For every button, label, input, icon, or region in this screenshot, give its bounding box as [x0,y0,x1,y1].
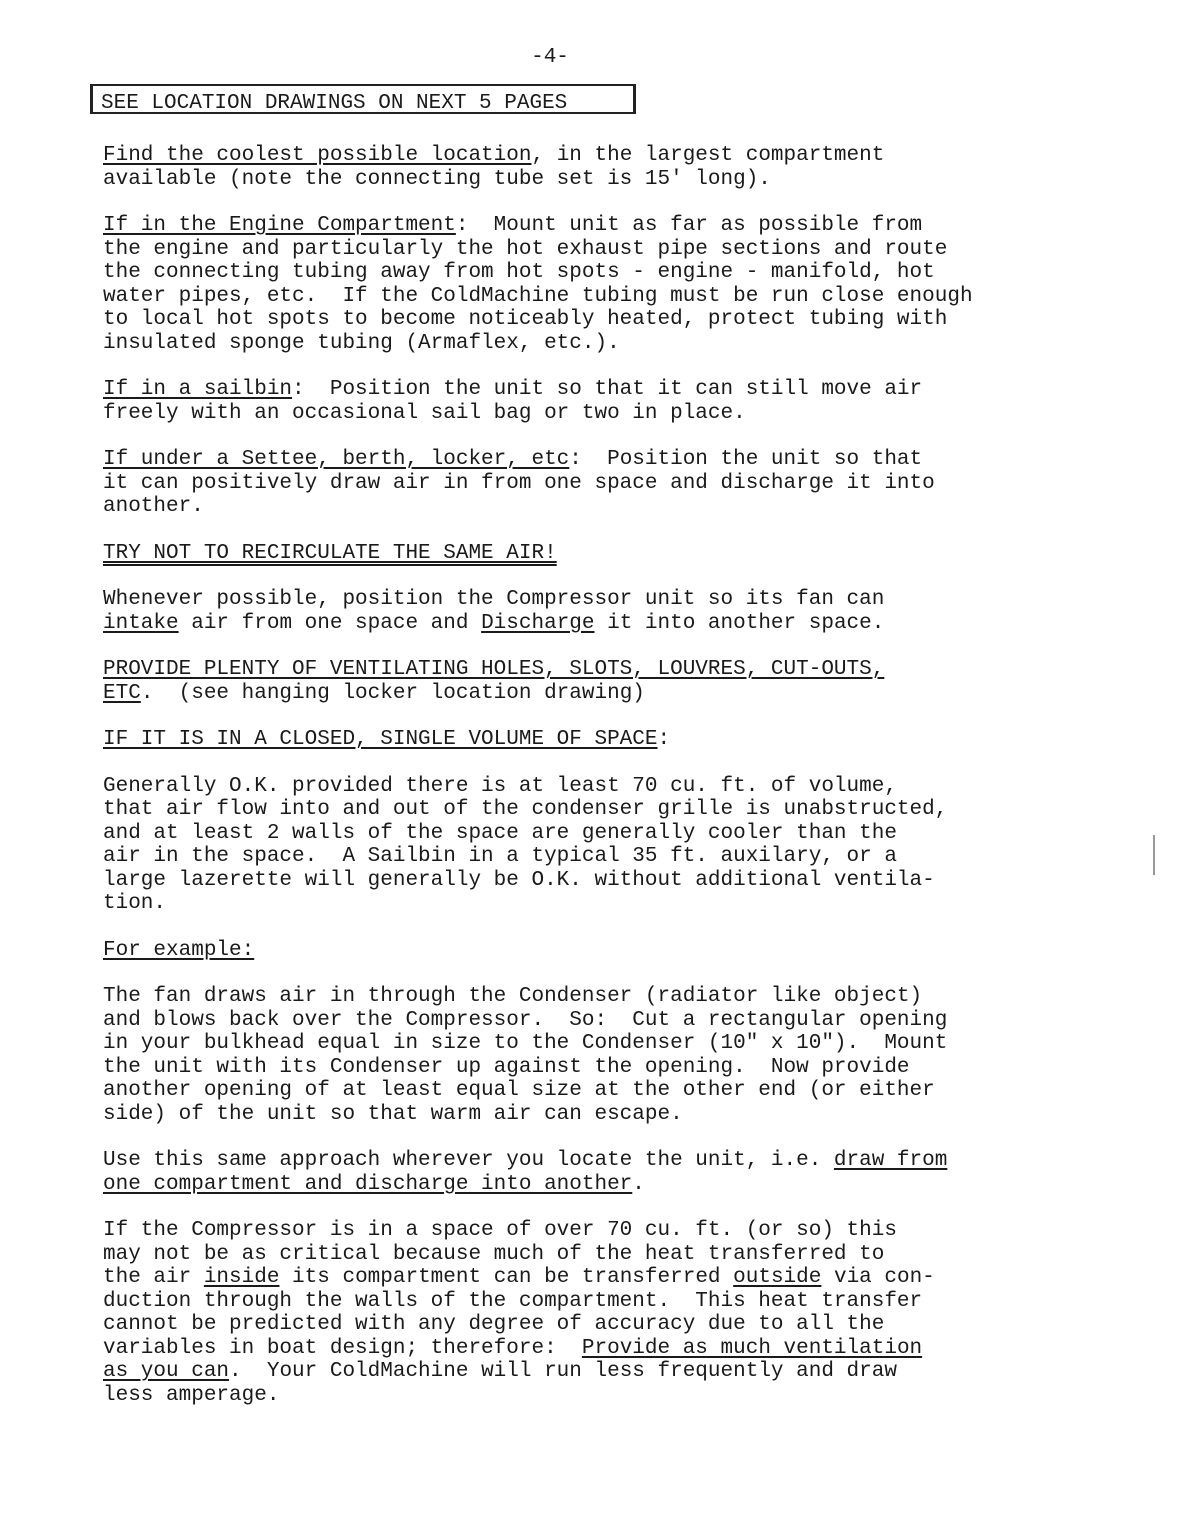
paragraph-engine-compartment: If in the Engine Compartment: Mount unit as far as possible from the engine and particularly the hot exhaust pipe sections and route the connecting tubing away from hot spots - engine - manifold, hot water pipes, etc. If the ColdMachine tubing must be run close enough to local hot spots to become noticeably heated, protect tubing with insulated sponge tubing (Armaflex, etc.). [103,214,973,355]
paragraph-for-example [103,939,1093,963]
page-number: -4- [531,46,569,69]
paragraph-closed-space: IF IT IS IN A CLOSED, SINGLE VOLUME OF SPACE: [103,728,671,751]
paragraph-settee: If under a Settee, berth, locker, etc: Position the unit so that it can positively draw air in from one space and discharge it into another. [103,448,935,518]
paragraph-location: Find the coolest possible location, in the largest compartment available (note the connecting tube set is 15' long). [103,144,885,191]
paragraph-sailbin: If in a sailbin: Position the unit so that it can still move air freely with an occasional sail bag or two in place. [103,378,923,425]
paragraph-ventilating-holes: PROVIDE PLENTY OF VENTILATING HOLES, SLOTS, LOUVRES, CUT-OUTS, ETC. (see hanging locker location drawing) [103,658,885,705]
underlined-heading: IF IT IS IN A CLOSED, SINGLE VOLUME OF SPACE [103,728,658,751]
underlined-heading: Find the coolest possible location [103,144,532,167]
underlined-heading: If in the Engine Compartment [103,214,456,237]
paragraph-generally-ok: Generally O.K. provided there is at least 70 cu. ft. of volume, that air flow into and out of the condenser grille is unabstructed, and at least 2 walls of the space are generally cooler than the air in the space. A Sailbin in a typical 35 ft. auxilary, or a large lazerette will generally be O.K. without additional ventila- tion. [103,774,948,915]
paragraph-intake-discharge: Whenever possible, position the Compressor unit so its fan can intake air from one space and Discharge it into another space. [103,588,885,635]
scan-artifact [1153,835,1155,875]
underlined-heading: If under a Settee, berth, locker, etc [103,448,570,471]
underlined-heading: For example: [103,938,255,962]
body-text [103,144,1093,1430]
paragraph-same-approach: Use this same approach wherever you locate the unit, i.e. draw from one compartment and discharge into another. [103,1149,948,1196]
underlined-heading: If in a sailbin [103,378,293,401]
paragraph-fan-example: The fan draws air in through the Condenser (radiator like object) and blows back over the Compressor. So: Cut a rectangular opening in your bulkhead equal in size to the Condenser (10" x 10"). Mount the unit with its Condenser up against the opening. Now provide another opening of at least equal size at the other end (or either side) of the unit so that warm air can escape. [103,985,948,1126]
boxed-notice: SEE LOCATION DRAWINGS ON NEXT 5 PAGES [90,84,636,114]
paragraph-over-70-cuft: If the Compressor is in a space of over 70 cu. ft. (or so) this may not be as critical because much of the heat transferred to the air inside its compartment can be transferred outside via con- duction through the walls of the compartment. This heat transfer cannot be predicted with any degree of accuracy due to all the variables in boat design; therefore: Provide as much ventilation as you can. Your ColdMachine will run less frequently and draw less amperage. [103,1219,935,1407]
paragraph-recirculate-warning [103,542,1093,566]
underlined-heading: PROVIDE PLENTY OF VENTILATING HOLES, SLOTS, LOUVRES, CUT-OUTS, ETC [103,658,885,705]
double-underlined-warning: TRY NOT TO RECIRCULATE THE SAME AIR! [103,541,557,565]
